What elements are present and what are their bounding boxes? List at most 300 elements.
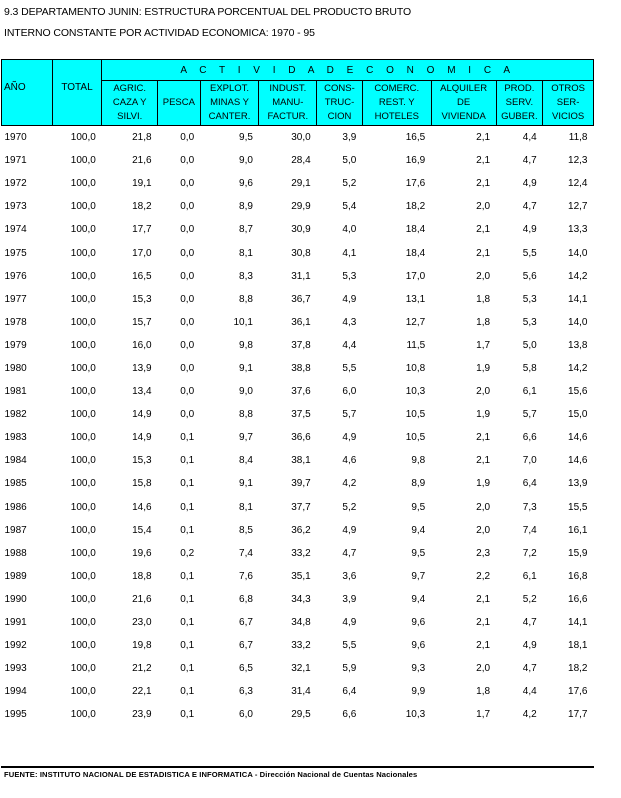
year-cell: 1978 <box>4 316 27 328</box>
value-cell-comerc: 9,6 <box>411 617 426 629</box>
value-cell-alquiler: 1,9 <box>476 362 491 374</box>
header-line: FACTUR. <box>267 111 309 122</box>
value-cell-comerc: 17,6 <box>405 178 426 190</box>
value-cell-construccion: 5,2 <box>342 501 357 513</box>
value-cell-alquiler: 2,0 <box>476 524 491 536</box>
value-cell-indust: 35,1 <box>291 570 311 582</box>
value-cell-otros-servicios: 14,0 <box>568 316 588 328</box>
value-cell-otros-servicios: 13,3 <box>568 224 588 236</box>
value-cell-alquiler: 2,0 <box>476 270 491 282</box>
value-cell-construccion: 5,5 <box>342 362 357 374</box>
value-cell-otros-servicios: 14,2 <box>568 270 588 282</box>
table-row <box>2 680 594 703</box>
value-cell-indust: 38,8 <box>291 362 311 374</box>
year-cell: 1987 <box>4 524 27 536</box>
header-agric <box>102 81 158 126</box>
header-line: TRUC- <box>324 97 355 108</box>
table-row <box>2 634 594 657</box>
value-cell-prod-serv: 6,4 <box>522 478 537 490</box>
year-cell: 1988 <box>4 547 27 559</box>
value-cell-indust: 29,5 <box>291 709 311 721</box>
header-line: CAZA Y <box>112 97 147 108</box>
total-cell: 100,0 <box>70 409 96 421</box>
total-cell: 100,0 <box>70 478 96 490</box>
value-cell-explot: 9,0 <box>239 155 253 167</box>
value-cell-prod-serv: 4,4 <box>522 132 537 144</box>
value-cell-comerc: 16,9 <box>405 155 426 167</box>
value-cell-pesca: 0,0 <box>180 247 195 259</box>
value-cell-prod-serv: 7,2 <box>522 547 537 559</box>
value-cell-construccion: 3,9 <box>342 132 357 144</box>
value-cell-agric: 21,8 <box>132 132 152 144</box>
value-cell-comerc: 9,6 <box>411 640 426 652</box>
value-cell-otros-servicios: 11,8 <box>568 132 588 144</box>
value-cell-pesca: 0,0 <box>180 224 195 236</box>
value-cell-comerc: 9,5 <box>411 547 426 559</box>
value-cell-alquiler: 2,3 <box>476 547 491 559</box>
page-title: 9.3 DEPARTAMENTO JUNIN: ESTRUCTURA PORCENTUAL DEL PRODUCTO BRUTO <box>4 6 412 18</box>
table-row <box>2 288 594 311</box>
header-explot <box>200 81 259 126</box>
value-cell-prod-serv: 6,6 <box>522 432 537 444</box>
value-cell-alquiler: 2,1 <box>476 247 491 259</box>
value-cell-comerc: 18,4 <box>405 224 426 236</box>
header-line: CION <box>327 111 352 122</box>
value-cell-explot: 6,3 <box>239 686 253 698</box>
value-cell-prod-serv: 7,3 <box>522 501 537 513</box>
value-cell-alquiler: 2,0 <box>476 663 491 675</box>
header-total: TOTAL <box>52 60 102 126</box>
total-cell: 100,0 <box>70 362 96 374</box>
value-cell-agric: 13,9 <box>132 362 152 374</box>
value-cell-explot: 9,0 <box>239 386 253 398</box>
total-cell: 100,0 <box>70 455 96 467</box>
value-cell-agric: 17,0 <box>132 247 152 259</box>
value-cell-indust: 30,0 <box>291 132 311 144</box>
value-cell-prod-serv: 4,7 <box>522 617 537 629</box>
value-cell-explot: 8,4 <box>239 455 253 467</box>
value-cell-otros-servicios: 12,4 <box>568 178 588 190</box>
value-cell-comerc: 9,5 <box>411 501 426 513</box>
value-cell-pesca: 0,1 <box>180 478 195 490</box>
value-cell-explot: 8,1 <box>239 247 253 259</box>
value-cell-construccion: 4,0 <box>342 224 357 236</box>
value-cell-prod-serv: 5,3 <box>522 293 537 305</box>
value-cell-otros-servicios: 17,6 <box>568 686 588 698</box>
value-cell-comerc: 12,7 <box>405 316 426 328</box>
value-cell-pesca: 0,1 <box>180 593 195 605</box>
header-construccion <box>317 81 363 126</box>
value-cell-indust: 37,5 <box>291 409 311 421</box>
total-cell: 100,0 <box>70 293 96 305</box>
total-cell: 100,0 <box>70 501 96 513</box>
value-cell-construccion: 4,9 <box>342 432 357 444</box>
table-row <box>2 611 594 634</box>
value-cell-agric: 13,4 <box>132 386 152 398</box>
value-cell-construccion: 4,6 <box>342 455 357 467</box>
value-cell-otros-servicios: 14,1 <box>568 293 588 305</box>
header-line: OTROS <box>551 83 585 94</box>
value-cell-comerc: 10,3 <box>405 709 426 721</box>
table-row <box>2 172 594 195</box>
total-cell: 100,0 <box>70 386 96 398</box>
value-cell-construccion: 4,4 <box>342 339 357 351</box>
value-cell-explot: 9,5 <box>239 132 253 144</box>
value-cell-indust: 30,8 <box>291 247 311 259</box>
table-row <box>2 334 594 357</box>
year-cell: 1979 <box>4 339 27 351</box>
value-cell-construccion: 6,6 <box>342 709 357 721</box>
header-prod-serv <box>496 81 543 126</box>
value-cell-prod-serv: 4,7 <box>522 663 537 675</box>
value-cell-indust: 31,1 <box>291 270 311 282</box>
table-row <box>2 265 594 288</box>
value-cell-alquiler: 1,8 <box>476 316 491 328</box>
value-cell-pesca: 0,0 <box>180 409 195 421</box>
table-row <box>2 241 594 264</box>
header-line: SILVI. <box>117 111 143 122</box>
value-cell-indust: 39,7 <box>291 478 311 490</box>
value-cell-prod-serv: 5,6 <box>522 270 537 282</box>
value-cell-comerc: 8,9 <box>411 478 426 490</box>
table-row <box>2 380 594 403</box>
value-cell-otros-servicios: 16,8 <box>568 570 588 582</box>
year-cell: 1992 <box>4 640 27 652</box>
total-cell: 100,0 <box>70 686 96 698</box>
value-cell-agric: 23,0 <box>132 617 152 629</box>
table-row <box>2 311 594 334</box>
value-cell-agric: 21,2 <box>132 663 152 675</box>
value-cell-otros-servicios: 18,2 <box>568 663 588 675</box>
value-cell-pesca: 0,0 <box>180 178 195 190</box>
value-cell-prod-serv: 4,7 <box>522 155 537 167</box>
value-cell-otros-servicios: 16,6 <box>568 593 588 605</box>
value-cell-comerc: 11,5 <box>406 339 426 351</box>
value-cell-indust: 34,3 <box>291 593 311 605</box>
header-indust <box>259 81 317 126</box>
total-cell: 100,0 <box>70 224 96 236</box>
table-row <box>2 357 594 380</box>
value-cell-otros-servicios: 18,1 <box>568 640 588 652</box>
value-cell-pesca: 0,0 <box>180 339 195 351</box>
value-cell-agric: 18,8 <box>132 570 152 582</box>
value-cell-pesca: 0,1 <box>180 709 195 721</box>
value-cell-alquiler: 1,9 <box>476 478 491 490</box>
value-cell-alquiler: 2,1 <box>476 432 491 444</box>
value-cell-pesca: 0,0 <box>180 132 195 144</box>
header-line: DE <box>457 97 471 108</box>
value-cell-construccion: 4,9 <box>342 293 357 305</box>
value-cell-agric: 18,2 <box>132 201 152 213</box>
value-cell-construccion: 5,2 <box>342 178 357 190</box>
value-cell-pesca: 0,0 <box>180 270 195 282</box>
value-cell-indust: 31,4 <box>291 686 311 698</box>
value-cell-pesca: 0,1 <box>180 640 195 652</box>
header-line: CONS- <box>324 83 355 94</box>
header-line: VICIOS <box>552 111 585 122</box>
total-cell: 100,0 <box>70 617 96 629</box>
year-cell: 1983 <box>4 432 27 444</box>
value-cell-prod-serv: 4,9 <box>522 178 537 190</box>
header-year: AÑO <box>2 60 53 126</box>
value-cell-comerc: 10,3 <box>405 386 426 398</box>
value-cell-agric: 22,1 <box>132 686 152 698</box>
value-cell-comerc: 10,5 <box>405 432 426 444</box>
total-cell: 100,0 <box>70 201 96 213</box>
value-cell-pesca: 0,1 <box>180 686 195 698</box>
value-cell-alquiler: 2,1 <box>476 155 491 167</box>
header-line: GUBER. <box>501 111 538 122</box>
year-cell: 1990 <box>4 593 27 605</box>
value-cell-indust: 29,9 <box>291 201 311 213</box>
value-cell-explot: 8,8 <box>239 293 253 305</box>
value-cell-indust: 36,7 <box>291 293 311 305</box>
year-cell: 1974 <box>4 224 27 236</box>
value-cell-pesca: 0,0 <box>180 386 195 398</box>
table-row <box>2 657 594 680</box>
value-cell-agric: 19,6 <box>132 547 152 559</box>
total-cell: 100,0 <box>70 432 96 444</box>
header-line: MINAS Y <box>210 97 249 108</box>
year-cell: 1995 <box>4 709 27 721</box>
year-cell: 1989 <box>4 570 27 582</box>
value-cell-alquiler: 2,1 <box>476 178 491 190</box>
value-cell-explot: 7,4 <box>239 547 253 559</box>
year-cell: 1976 <box>4 270 27 282</box>
value-cell-explot: 9,8 <box>239 339 253 351</box>
value-cell-otros-servicios: 17,7 <box>568 709 588 721</box>
value-cell-otros-servicios: 15,9 <box>568 547 588 559</box>
value-cell-construccion: 4,9 <box>342 524 357 536</box>
value-cell-explot: 8,7 <box>239 224 253 236</box>
table-row <box>2 703 594 726</box>
value-cell-agric: 14,9 <box>132 432 152 444</box>
header-comerc <box>362 81 431 126</box>
value-cell-agric: 16,5 <box>132 270 152 282</box>
total-cell: 100,0 <box>70 640 96 652</box>
year-cell: 1985 <box>4 478 27 490</box>
value-cell-comerc: 9,9 <box>411 686 426 698</box>
year-cell: 1970 <box>4 132 27 144</box>
value-cell-alquiler: 2,2 <box>476 570 491 582</box>
value-cell-indust: 28,4 <box>291 155 311 167</box>
year-cell: 1973 <box>4 201 27 213</box>
header-pesca <box>158 81 201 126</box>
value-cell-pesca: 0,1 <box>180 570 195 582</box>
value-cell-agric: 15,4 <box>132 524 152 536</box>
value-cell-alquiler: 2,1 <box>476 593 491 605</box>
value-cell-pesca: 0,0 <box>180 201 195 213</box>
value-cell-agric: 21,6 <box>132 155 152 167</box>
value-cell-construccion: 5,5 <box>342 640 357 652</box>
header-line: INDUST. <box>269 83 307 94</box>
table-row <box>2 449 594 472</box>
total-cell: 100,0 <box>70 663 96 675</box>
value-cell-prod-serv: 5,0 <box>522 339 537 351</box>
year-cell: 1977 <box>4 293 27 305</box>
value-cell-indust: 33,2 <box>291 640 311 652</box>
header-line: ALQUILER <box>440 83 488 94</box>
total-cell: 100,0 <box>70 593 96 605</box>
value-cell-pesca: 0,1 <box>180 432 195 444</box>
total-cell: 100,0 <box>70 270 96 282</box>
year-cell: 1984 <box>4 455 27 467</box>
page-subtitle: INTERNO CONSTANTE POR ACTIVIDAD ECONOMICA: 1970 - 95 <box>4 27 315 39</box>
value-cell-agric: 14,6 <box>132 501 152 513</box>
value-cell-indust: 37,7 <box>291 501 311 513</box>
value-cell-indust: 37,6 <box>291 386 311 398</box>
year-cell: 1994 <box>4 686 27 698</box>
header-line: PESCA <box>162 97 195 108</box>
value-cell-otros-servicios: 12,7 <box>568 201 588 213</box>
value-cell-agric: 15,3 <box>132 455 152 467</box>
value-cell-agric: 21,6 <box>132 593 152 605</box>
total-cell: 100,0 <box>70 247 96 259</box>
total-cell: 100,0 <box>70 178 96 190</box>
value-cell-explot: 8,5 <box>239 524 253 536</box>
header-line: COMERC. <box>374 83 420 94</box>
total-cell: 100,0 <box>70 524 96 536</box>
table-row <box>2 403 594 426</box>
value-cell-explot: 8,9 <box>239 201 253 213</box>
value-cell-pesca: 0,1 <box>180 501 195 513</box>
value-cell-alquiler: 1,8 <box>476 293 491 305</box>
value-cell-explot: 9,1 <box>239 478 253 490</box>
header-line: AGRIC. <box>113 83 147 94</box>
value-cell-comerc: 9,8 <box>411 455 426 467</box>
value-cell-comerc: 13,1 <box>405 293 426 305</box>
value-cell-alquiler: 2,1 <box>476 455 491 467</box>
value-cell-prod-serv: 6,1 <box>522 570 537 582</box>
value-cell-indust: 36,2 <box>291 524 311 536</box>
table-row <box>2 149 594 172</box>
table-row <box>2 519 594 542</box>
value-cell-alquiler: 1,7 <box>476 339 491 351</box>
value-cell-otros-servicios: 15,5 <box>568 501 588 513</box>
value-cell-otros-servicios: 12,3 <box>568 155 588 167</box>
value-cell-indust: 36,6 <box>291 432 311 444</box>
value-cell-pesca: 0,1 <box>180 617 195 629</box>
table-row <box>2 565 594 588</box>
total-cell: 100,0 <box>70 570 96 582</box>
value-cell-comerc: 18,2 <box>405 201 426 213</box>
value-cell-construccion: 5,3 <box>342 270 357 282</box>
value-cell-prod-serv: 4,9 <box>522 640 537 652</box>
value-cell-agric: 15,8 <box>132 478 152 490</box>
table-row <box>2 218 594 241</box>
value-cell-prod-serv: 7,0 <box>522 455 537 467</box>
value-cell-explot: 6,5 <box>239 663 253 675</box>
value-cell-otros-servicios: 14,6 <box>568 455 588 467</box>
year-cell: 1971 <box>4 155 27 167</box>
value-cell-comerc: 9,7 <box>411 570 426 582</box>
value-cell-alquiler: 2,1 <box>476 617 491 629</box>
value-cell-alquiler: 1,8 <box>476 686 491 698</box>
total-cell: 100,0 <box>70 547 96 559</box>
value-cell-explot: 9,6 <box>239 178 253 190</box>
value-cell-agric: 19,8 <box>132 640 152 652</box>
value-cell-prod-serv: 6,1 <box>522 386 537 398</box>
year-cell: 1981 <box>4 386 27 398</box>
value-cell-alquiler: 2,1 <box>476 640 491 652</box>
source-footnote: FUENTE: INSTITUTO NACIONAL DE ESTADISTICA E INFORMATICA - Dirección Nacional de Cuentas Nacionales <box>4 770 418 779</box>
value-cell-indust: 30,9 <box>291 224 311 236</box>
value-cell-indust: 38,1 <box>291 455 311 467</box>
total-cell: 100,0 <box>70 709 96 721</box>
value-cell-indust: 32,1 <box>291 663 311 675</box>
table-row <box>2 126 594 150</box>
header-alquiler <box>431 81 496 126</box>
value-cell-prod-serv: 5,2 <box>522 593 537 605</box>
value-cell-otros-servicios: 14,0 <box>568 247 588 259</box>
value-cell-construccion: 4,1 <box>342 247 357 259</box>
year-cell: 1972 <box>4 178 27 190</box>
value-cell-otros-servicios: 14,1 <box>568 617 588 629</box>
value-cell-explot: 6,0 <box>239 709 253 721</box>
year-cell: 1975 <box>4 247 27 259</box>
year-cell: 1980 <box>4 362 27 374</box>
value-cell-pesca: 0,1 <box>180 455 195 467</box>
value-cell-indust: 29,1 <box>291 178 311 190</box>
value-cell-construccion: 3,6 <box>342 570 357 582</box>
header-line: VIVIENDA <box>441 111 486 122</box>
value-cell-otros-servicios: 15,6 <box>568 386 588 398</box>
value-cell-construccion: 4,3 <box>342 316 357 328</box>
value-cell-construccion: 4,9 <box>342 617 357 629</box>
table-row <box>2 496 594 519</box>
value-cell-construccion: 6,4 <box>342 686 357 698</box>
value-cell-explot: 6,7 <box>239 640 253 652</box>
header-line: MANU- <box>272 97 304 108</box>
value-cell-indust: 33,2 <box>291 547 311 559</box>
value-cell-explot: 10,1 <box>233 316 253 328</box>
value-cell-comerc: 18,4 <box>405 247 426 259</box>
value-cell-comerc: 16,5 <box>405 132 426 144</box>
data-table <box>1 59 594 726</box>
header-line: PROD. <box>504 83 535 94</box>
value-cell-otros-servicios: 14,6 <box>568 432 588 444</box>
header-line: REST. Y <box>378 97 415 108</box>
value-cell-prod-serv: 5,5 <box>522 247 537 259</box>
table-row <box>2 472 594 495</box>
value-cell-otros-servicios: 14,2 <box>568 362 588 374</box>
value-cell-construccion: 5,9 <box>342 663 357 675</box>
value-cell-alquiler: 1,7 <box>476 709 491 721</box>
value-cell-comerc: 10,5 <box>405 409 426 421</box>
value-cell-otros-servicios: 16,1 <box>568 524 588 536</box>
value-cell-prod-serv: 4,4 <box>522 686 537 698</box>
table-row <box>2 588 594 611</box>
total-cell: 100,0 <box>70 155 96 167</box>
value-cell-prod-serv: 4,2 <box>522 709 537 721</box>
value-cell-pesca: 0,2 <box>180 547 195 559</box>
value-cell-otros-servicios: 15,0 <box>568 409 588 421</box>
value-cell-indust: 34,8 <box>291 617 311 629</box>
value-cell-explot: 8,8 <box>239 409 253 421</box>
value-cell-indust: 36,1 <box>291 316 311 328</box>
value-cell-comerc: 10,8 <box>405 362 426 374</box>
value-cell-construccion: 5,0 <box>342 155 357 167</box>
value-cell-alquiler: 2,1 <box>476 224 491 236</box>
total-cell: 100,0 <box>70 316 96 328</box>
value-cell-construccion: 6,0 <box>342 386 357 398</box>
value-cell-comerc: 17,0 <box>405 270 426 282</box>
value-cell-otros-servicios: 13,9 <box>568 478 588 490</box>
value-cell-indust: 37,8 <box>291 339 311 351</box>
value-cell-agric: 15,7 <box>132 316 152 328</box>
year-cell: 1982 <box>4 409 27 421</box>
header-line: HOTELES <box>374 111 419 122</box>
